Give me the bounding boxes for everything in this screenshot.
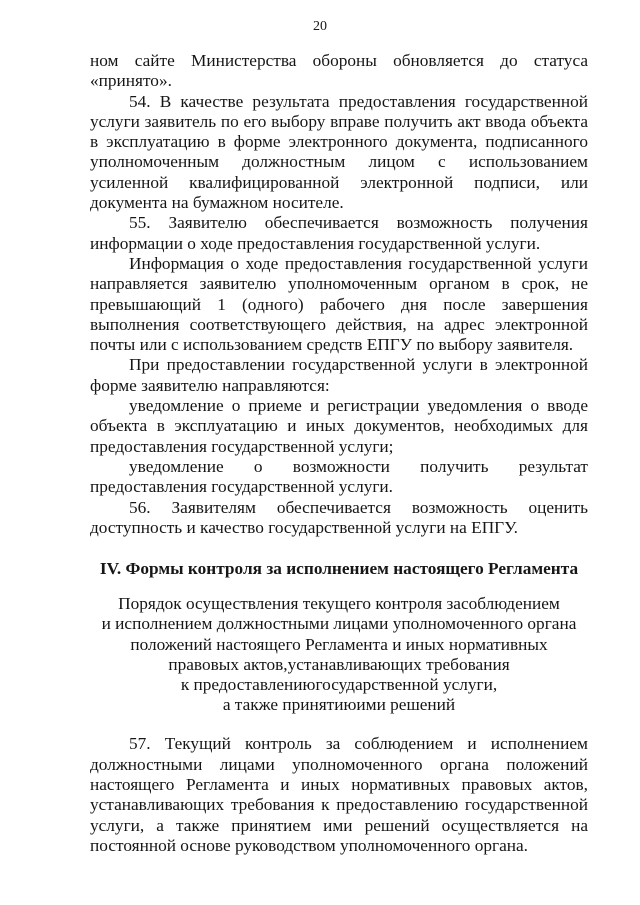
subheading-line: Порядок осуществления текущего контроля засоблюдением bbox=[118, 594, 560, 614]
subheading-line: правовых актов,устанавливающих требования bbox=[168, 654, 510, 674]
paragraph-notice-receipt: уведомление о приеме и регистрации уведомления о вводе объекта в эксплуатацию и иных документов, необходимых для предоставления государственной услуги; bbox=[90, 396, 588, 456]
document-body bbox=[90, 51, 588, 856]
subheading-line: а также принятиюими решений bbox=[222, 695, 456, 715]
page-number: 20 bbox=[313, 19, 327, 34]
paragraph-56: 56. Заявителям обеспечивается возможность оценить доступность и качество государственной услуги на ЕПГУ. bbox=[90, 497, 588, 537]
subheading-line: и исполнением должностными лицами уполномоченного органа bbox=[101, 614, 577, 634]
paragraph-55: 55. Заявителю обеспечивается возможность получения информации о ходе предоставления государственной услуги. bbox=[90, 213, 588, 253]
spacer bbox=[90, 715, 588, 734]
subheading-line: к предоставлениюгосударственной услуги, bbox=[180, 674, 498, 694]
paragraph-progress-info: Информация о ходе предоставления государственной услуги направляется заявителю уполномоченным органом в срок, не превышающий 1 (одного) рабочего дня после завершения выполнения соответствующего действия, на адрес электронной почты или с использованием средств ЕПГУ по выбору заявителя. bbox=[90, 253, 588, 355]
paragraph-notice-result: уведомление о возможности получить результат предоставления государственной услуги. bbox=[90, 456, 588, 497]
paragraph-electronic-form: При предоставлении государственной услуги в электронной форме заявителю направляются: bbox=[90, 355, 588, 395]
subsection-heading bbox=[90, 594, 588, 715]
subheading-line: положений настоящего Регламента и иных нормативных bbox=[130, 634, 548, 654]
paragraph-57: 57. Текущий контроль за соблюдением и исполнением должностными лицами уполномоченного органа положений настоящего Регламента и иных нормативных правовых актов, устанавливающих требования к предоставлению государственной услуги, а также принятием ими решений осуществляется на постоянной основе руководством уполномоченного органа. bbox=[90, 734, 588, 855]
section-heading: IV. Формы контроля за исполнением настоящего Регламента bbox=[99, 559, 579, 579]
paragraph-continuation: ном сайте Министерства обороны обновляется до статуса «принято». bbox=[90, 51, 588, 91]
paragraph-54: 54. В качестве результата предоставления государственной услуги заявитель по его выбору вправе получить акт ввода объекта в эксплуатацию в форме электронного документа, подписанного уполномоченным должностным лицом с использованием усиленной квалифицированной электронной подписи, или документа на бумажном носителе. bbox=[90, 91, 588, 213]
